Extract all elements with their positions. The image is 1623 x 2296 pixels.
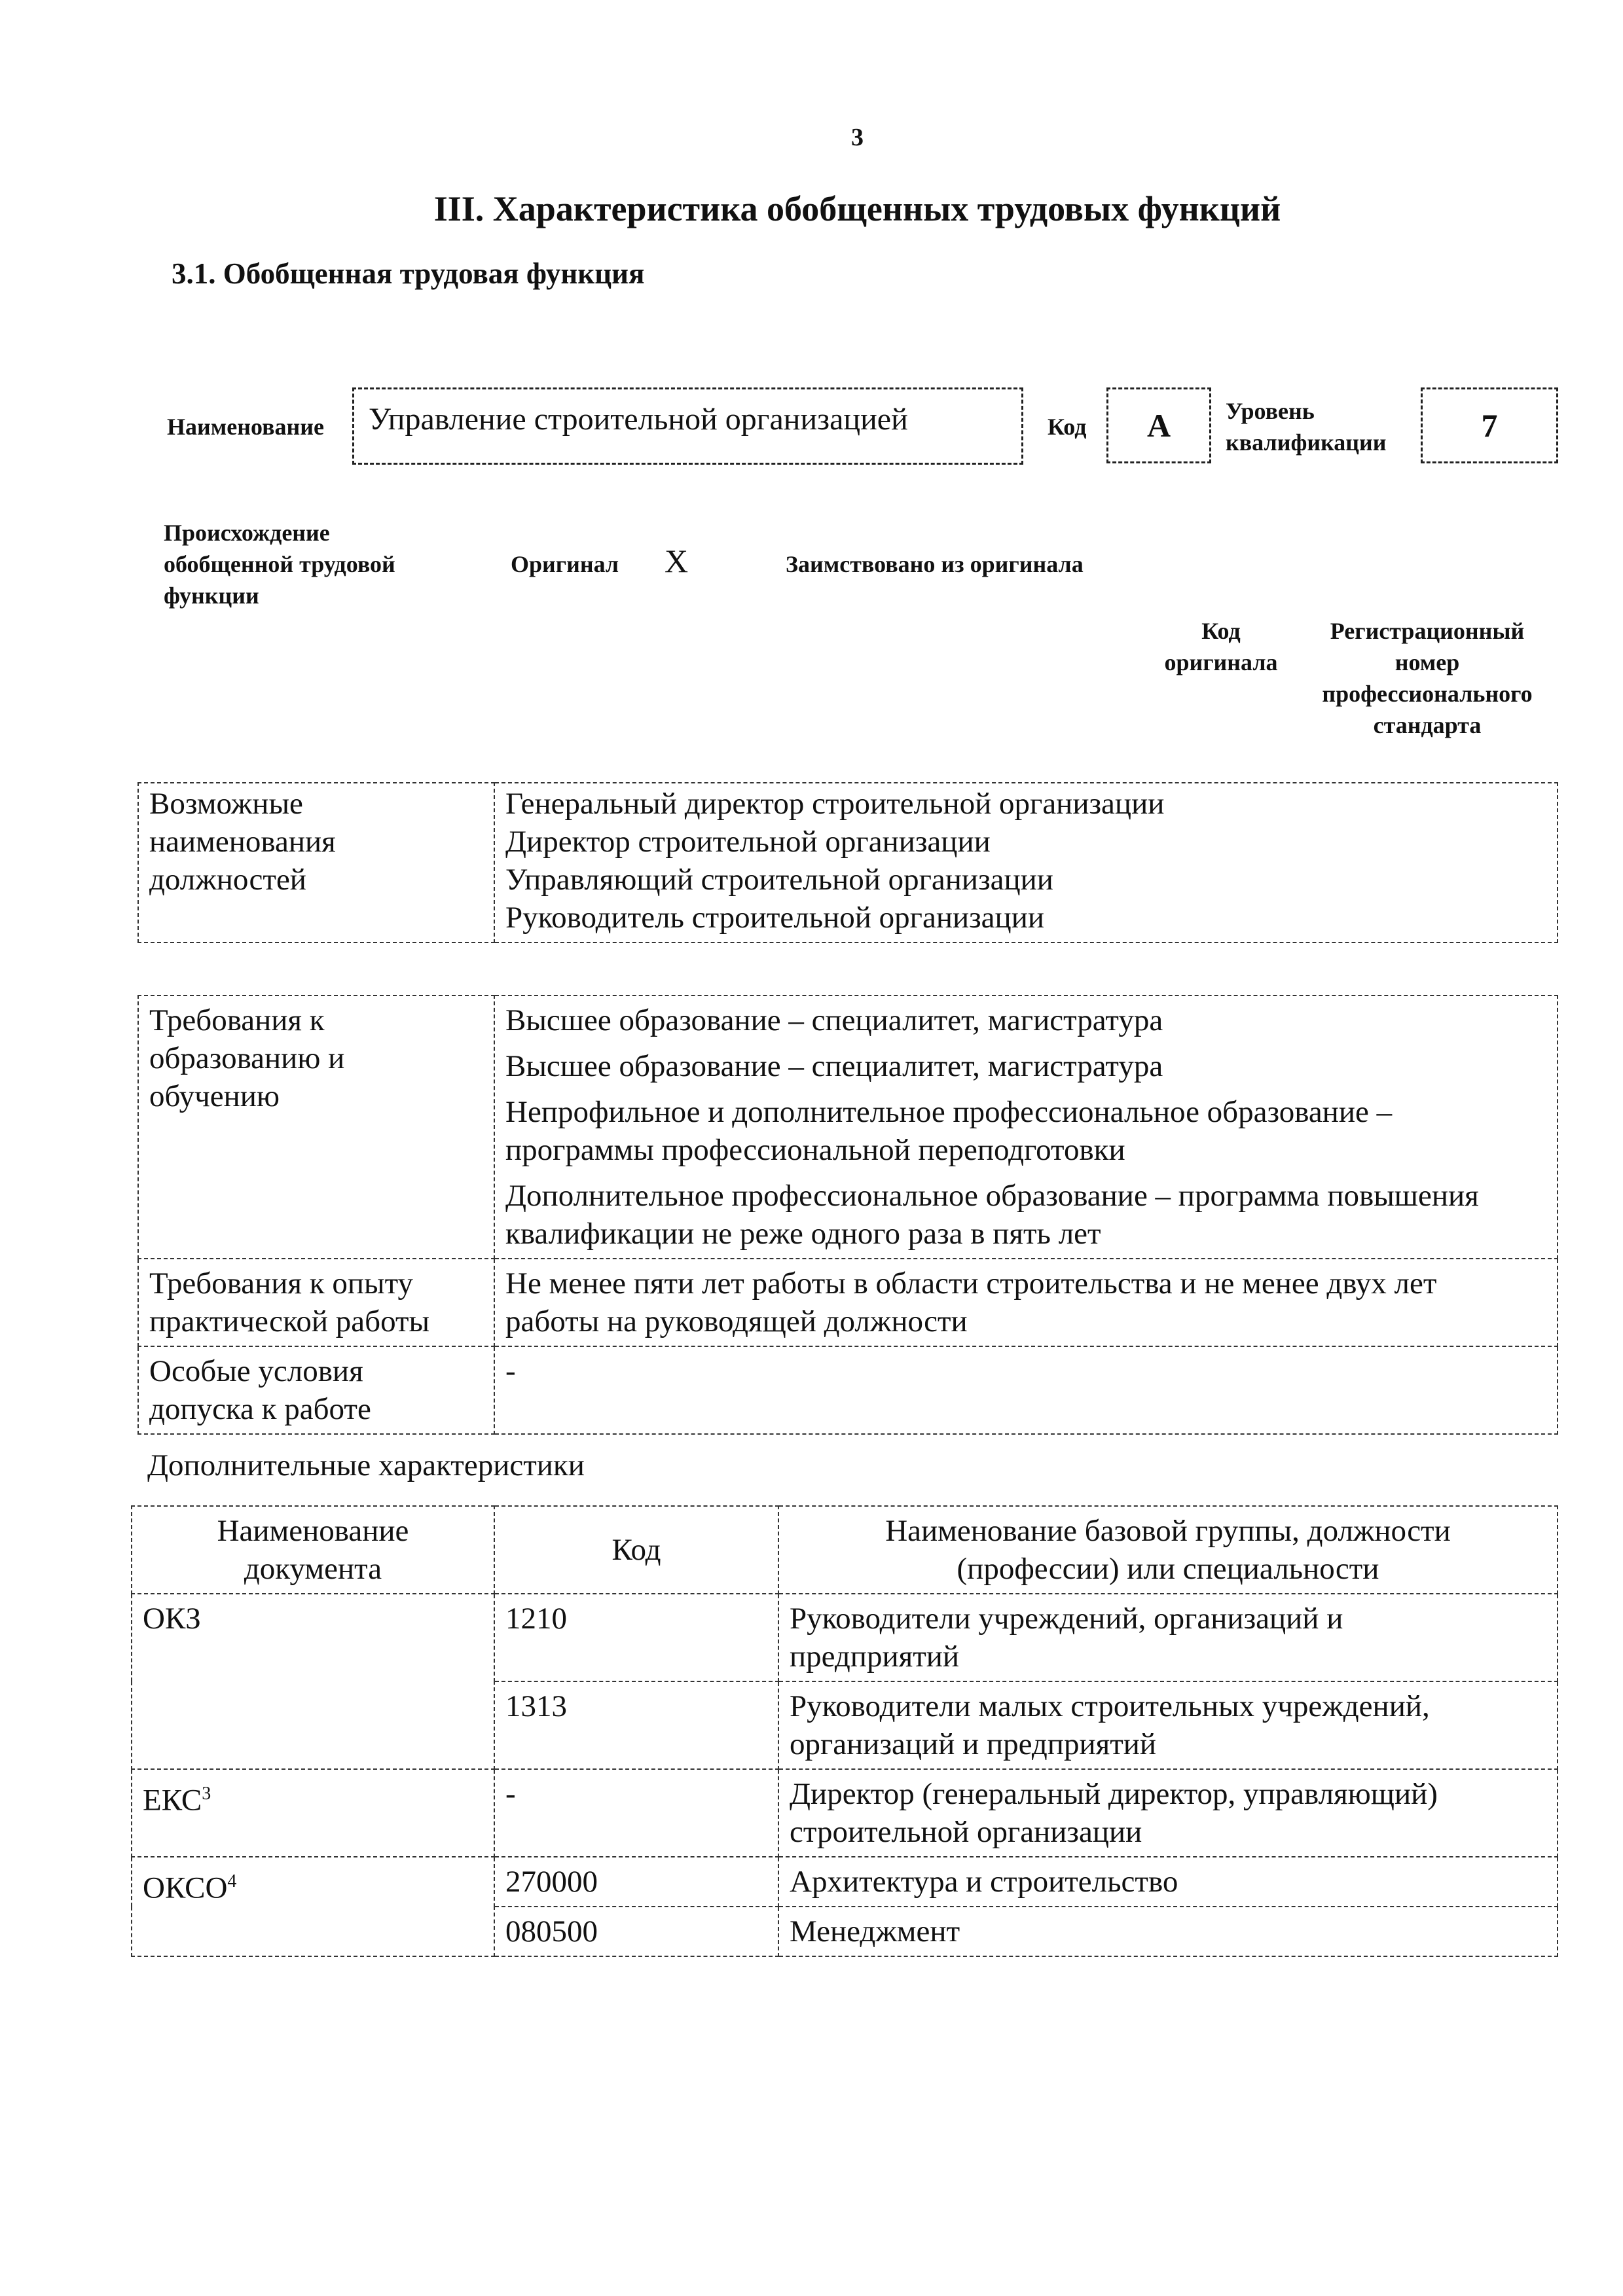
original-label: Оригинал (511, 551, 619, 577)
code-original-2: оригинала (1164, 649, 1278, 675)
okz-code-2: 1313 (494, 1681, 778, 1769)
header-group-1: Наименование базовой группы, должности (885, 1514, 1451, 1548)
eks-name-b: строительной организации (790, 1815, 1142, 1849)
education-item: квалификации не реже одного раза в пять лет (505, 1217, 1101, 1251)
positions-label-2: наименования (149, 825, 336, 859)
reg-number-label (1309, 615, 1545, 741)
original-mark: X (665, 543, 689, 579)
level-label (1226, 395, 1387, 458)
experience-value-1: Не менее пяти лет работы в области строительства и не менее двух лет (505, 1266, 1437, 1300)
reg-2: номер (1395, 649, 1460, 675)
positions-table (137, 782, 1558, 943)
okso-name-2: Менеджмент (778, 1907, 1558, 1956)
eks-name (778, 1769, 1558, 1857)
education-label-cell (138, 996, 494, 1259)
positions-values-cell (494, 783, 1558, 942)
education-label-2: образованию и (149, 1041, 345, 1075)
positions-label-cell (138, 783, 494, 942)
subsection-title: 3.1. Обобщенная трудовая функция (172, 257, 645, 290)
position-item: Руководитель строительной организации (505, 901, 1045, 935)
experience-value-cell (494, 1259, 1558, 1346)
okz-name-2a: Руководители малых строительных учреждений, (790, 1689, 1430, 1723)
name-value: Управление строительной организацией (369, 402, 908, 437)
okso-code-2: 080500 (494, 1907, 778, 1956)
education-item: Дополнительное профессиональное образование – программа повышения (505, 1179, 1479, 1213)
code-original-label (1149, 615, 1293, 678)
eks-code: - (494, 1769, 778, 1857)
experience-label-2: практической работы (149, 1304, 430, 1338)
position-item: Генеральный директор строительной организации (505, 787, 1165, 821)
okso-cell (132, 1857, 494, 1956)
code-original-1: Код (1201, 618, 1241, 644)
okso-footnote: 4 (227, 1871, 237, 1892)
education-item: Высшее образование – специалитет, магистратура (505, 1049, 1163, 1083)
education-values-cell (494, 996, 1558, 1259)
position-item: Управляющий строительной организации (505, 863, 1053, 897)
okz-code-1: 1210 (494, 1594, 778, 1681)
level-label-line-2: квалификации (1226, 429, 1387, 456)
requirements-table (137, 995, 1558, 1435)
header-doc-2: документа (244, 1552, 382, 1586)
position-item: Директор строительной организации (505, 825, 991, 859)
header-group (778, 1506, 1558, 1594)
reg-1: Регистрационный (1330, 618, 1525, 644)
additional-table (131, 1505, 1558, 1957)
eks-cell (132, 1769, 494, 1857)
borrowed-label: Заимствовано из оригинала (786, 551, 1084, 577)
level-label-line-1: Уровень (1226, 398, 1315, 424)
special-label-2: допуска к работе (149, 1392, 371, 1426)
education-item: программы профессиональной переподготовки (505, 1133, 1125, 1167)
experience-label-cell (138, 1259, 494, 1346)
special-value-cell: - (494, 1346, 1558, 1434)
okz-name-2 (778, 1681, 1558, 1769)
positions-label-1: Возможные (149, 787, 303, 821)
reg-4: стандарта (1373, 712, 1482, 738)
reg-3: профессионального (1322, 681, 1533, 707)
education-label-3: обучению (149, 1079, 280, 1113)
additional-title: Дополнительные характеристики (147, 1448, 585, 1482)
name-box (352, 387, 1023, 465)
experience-value-2: работы на руководящей должности (505, 1304, 968, 1338)
education-item: Непрофильное и дополнительное профессиональное образование – (505, 1095, 1393, 1129)
origin-label-2: обобщенной трудовой (164, 551, 395, 577)
okz-name-1a: Руководители учреждений, организаций и (790, 1602, 1343, 1636)
eks-footnote: 3 (202, 1784, 211, 1804)
origin-label-1: Происхождение (164, 520, 330, 546)
header-doc-1: Наименование (217, 1514, 409, 1548)
header-group-2: (профессии) или специальности (957, 1552, 1379, 1586)
level-value: 7 (1421, 387, 1558, 463)
okz-name-1 (778, 1594, 1558, 1681)
section-title: III. Характеристика обобщенных трудовых функций (433, 189, 1281, 228)
code-label: Код (1048, 414, 1087, 440)
special-label-1: Особые условия (149, 1354, 363, 1388)
header-code: Код (494, 1506, 778, 1594)
positions-label-3: должностей (149, 863, 306, 897)
page-number: 3 (851, 124, 864, 151)
origin-label (164, 517, 395, 611)
origin-label-3: функции (164, 583, 259, 609)
okso-label: ОКСО (143, 1871, 228, 1905)
education-item: Высшее образование – специалитет, магистратура (505, 1003, 1163, 1037)
code-value: A (1106, 387, 1211, 463)
special-label-cell (138, 1346, 494, 1434)
okso-name-1: Архитектура и строительство (778, 1857, 1558, 1907)
name-label: Наименование (167, 414, 324, 440)
okz-cell: ОКЗ (132, 1594, 494, 1769)
okso-code-1: 270000 (494, 1857, 778, 1907)
okz-name-1b: предприятий (790, 1640, 960, 1674)
header-doc (132, 1506, 494, 1594)
okz-name-2b: организаций и предприятий (790, 1727, 1157, 1761)
experience-label-1: Требования к опыту (149, 1266, 414, 1300)
eks-label: ЕКС (143, 1783, 202, 1818)
education-label-1: Требования к (149, 1003, 325, 1037)
eks-name-a: Директор (генеральный директор, управляющий) (790, 1777, 1438, 1811)
